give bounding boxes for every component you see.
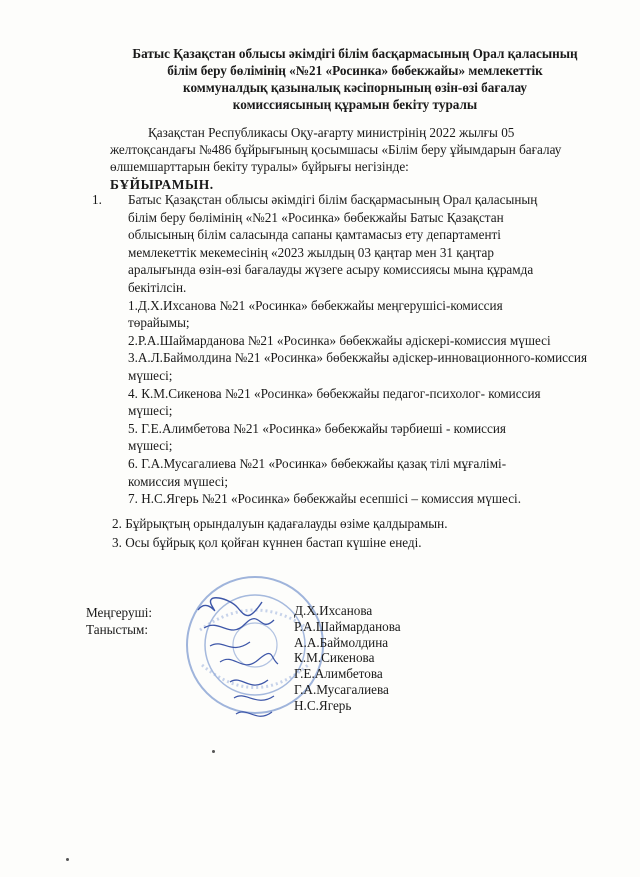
- scan-speck: [66, 858, 69, 861]
- document-title: [95, 45, 615, 113]
- head-label: Меңгеруші:: [86, 605, 153, 620]
- preamble-line: өлшемшарттарын бекіту туралы» бұйрығы негізінде:: [110, 159, 409, 174]
- title-line: коммуналдық қазыналық кәсіпорнының өзін-өзі бағалау: [183, 80, 527, 95]
- item-line: бекітілсін.: [128, 279, 187, 295]
- item-number: 1.: [92, 192, 102, 207]
- preamble: [110, 124, 610, 175]
- item-line: аралығында өзін-өзі бағалауды жүзеге асыру комиссиясы мына құрамда: [128, 262, 534, 278]
- member-line: төрайымы;: [128, 315, 190, 331]
- member-line: мүшесі;: [128, 367, 173, 383]
- signatory-name: Г.А.Мусагалиева: [294, 681, 389, 697]
- order-item-1: [92, 191, 612, 508]
- member-line: мүшесі;: [128, 438, 173, 454]
- preamble-line: желтоқсандағы №486 бұйрығының қосымшасы «Білім беру ұйымдарын бағалау: [110, 142, 562, 157]
- signature-labels: [86, 604, 152, 638]
- member-line: 5. Г.Е.Алимбетова №21 «Росинка» бөбекжайы тәрбиеші - комиссия: [128, 420, 506, 436]
- scan-speck: [212, 750, 215, 753]
- signatory-name: А.А.Баймолдина: [294, 634, 389, 650]
- acknowledged-label: Таныстым:: [86, 622, 148, 637]
- item-line: білім беру бөлімінің «№21 «Росинка» бөбекжайы Батыс Қазақстан: [128, 209, 504, 225]
- member-line: 2.Р.А.Шаймарданова №21 «Росинка» бөбекжайы әдіскері-комиссия мүшесі: [128, 332, 551, 348]
- member-line: 6. Г.А.Мусагалиева №21 «Росинка» бөбекжайы қазақ тілі мұғалімі-: [128, 455, 507, 471]
- signatory-name: Н.С.Ягерь: [294, 697, 352, 713]
- member-line: мүшесі;: [128, 403, 173, 419]
- order-item-2: 2. Бұйрықтың орындалуын қадағалауды өзіме қалдырамын.: [112, 516, 448, 531]
- signatory-name: Д.Х.Ихсанова: [294, 603, 373, 618]
- signatory-name: Г.Е.Алимбетова: [294, 666, 383, 682]
- preamble-line: Қазақстан Республикасы Оқу-ағарту министрінің 2022 жылғы 05: [148, 125, 515, 140]
- member-line: 7. Н.С.Ягерь №21 «Росинка» бөбекжайы есепшісі – комиссия мүшесі.: [128, 491, 522, 507]
- item-line: мемлекеттік мекемесінің «2023 жылдың 03 қаңтар мен 31 қаңтар: [128, 244, 494, 260]
- handwritten-signatures-icon: [190, 590, 300, 730]
- title-line: комиссиясының құрамын бекіту туралы: [232, 97, 478, 112]
- item-line: Батыс Қазақстан облысы әкімдігі білім басқармасының Орал қаласының: [128, 192, 538, 207]
- member-line: 3.А.Л.Баймолдина №21 «Росинка» бөбекжайы әдіскер-инновационного-комиссия: [128, 350, 588, 366]
- member-line: 4. К.М.Сикенова №21 «Росинка» бөбекжайы педагог-психолог- комиссия: [128, 385, 541, 401]
- signatory-name: Р.А.Шаймарданова: [294, 618, 401, 634]
- signatory-name: К.М.Сикенова: [294, 650, 375, 666]
- signature-names: [294, 603, 401, 714]
- title-line: Батыс Қазақстан облысы әкімдігі білім басқармасының Орал қаласының: [132, 46, 578, 61]
- member-line: комиссия мүшесі;: [128, 473, 229, 489]
- order-item-3: 3. Осы бұйрық қол қойған күннен бастап күшіне енеді.: [112, 535, 422, 550]
- order-heading: БҰЙЫРАМЫН.: [110, 177, 214, 192]
- title-line: білім беру бөлімінің «№21 «Росинка» бөбекжайы» мемлекеттік: [167, 63, 543, 78]
- member-line: 1.Д.Х.Ихсанова №21 «Росинка» бөбекжайы меңгерушісі-комиссия: [128, 297, 503, 313]
- item-line: облысының білім саласында сапаны қамтамасыз ету департаменті: [128, 227, 501, 243]
